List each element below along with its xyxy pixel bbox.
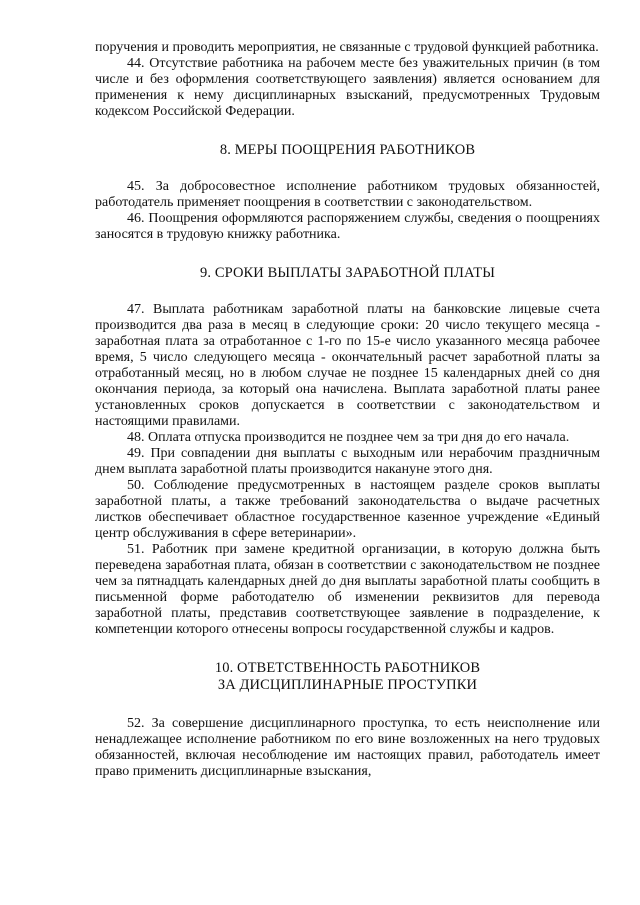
section-9-heading: 9. СРОКИ ВЫПЛАТЫ ЗАРАБОТНОЙ ПЛАТЫ	[200, 265, 495, 281]
section-10-heading-line-2: ЗА ДИСЦИПЛИНАРНЫЕ ПРОСТУПКИ	[217, 677, 478, 693]
section-8-heading: 8. МЕРЫ ПООЩРЕНИЯ РАБОТНИКОВ	[219, 142, 476, 158]
section-10-heading-line-1: 10. ОТВЕТСТВЕННОСТЬ РАБОТНИКОВ	[214, 660, 481, 676]
paragraph-45: 45. За добросовестное исполнение работником трудовых обязанностей, работодатель применяет поощрения в соответствии с законодательством.	[95, 179, 600, 210]
paragraph-48: 48. Оплата отпуска производится не позднее чем за три дня до его начала.	[127, 430, 570, 445]
paragraph-49: 49. При совпадении дня выплаты с выходным или нерабочим праздничным днем выплата заработной платы производится накануне этого дня.	[95, 446, 600, 477]
paragraph-47: 47. Выплата работникам заработной платы на банковские лицевые счета производится два раза в месяц в следующие сроки: 20 число текущего месяца - заработная плата за отработанное с 1-го по 15-е число указанного месяца рабочее время, 5 число следующего месяца - окончательный расчет заработной платы за отработанный месяц, но в любом случае не позднее 15 календарных дней со дня окончания периода, за который она начислена. Выплата заработной платы ранее установленных сроков допускается в соответствии с законодательством и настоящими правилами.	[95, 302, 600, 429]
paragraph-46: 46. Поощрения оформляются распоряжением службы, сведения о поощрениях заносятся в трудовую книжку работника.	[95, 211, 600, 242]
paragraph-43-continuation: поручения и проводить мероприятия, не связанные с трудовой функцией работника.	[95, 40, 599, 55]
section-10-heading	[95, 660, 600, 694]
paragraph-44: 44. Отсутствие работника на рабочем месте без уважительных причин (в том числе и без оформления соответствующего заявления) является основанием для применения к нему дисциплинарных взысканий, предусмотренных Трудовым кодексом Российской Федерации.	[95, 56, 600, 119]
paragraph-52: 52. За совершение дисциплинарного проступка, то есть неисполнение или ненадлежащее исполнение работником по его вине возложенных на него трудовых обязанностей, включая несоблюдение им настоящих правил, работодатель имеет право применить дисциплинарные взыскания,	[95, 716, 600, 779]
document-page	[95, 40, 600, 780]
paragraph-50: 50. Соблюдение предусмотренных в настоящем разделе сроков выплаты заработной платы, а также требований законодательства о выдаче расчетных листков обеспечивает областное государственное казенное учреждение «Единый центр обслуживания в сфере ветеринарии».	[95, 478, 600, 541]
paragraph-51: 51. Работник при замене кредитной организации, в которую должна быть переведена заработная плата, обязан в соответствии с законодательством не позднее чем за пятнадцать календарных дней до дня выплаты заработной платы сообщить в письменной форме работодателю об изменении реквизитов для перевода заработной платы, представив соответствующее заявление в подразделение, к компетенции которого отнесены вопросы государственной службы и кадров.	[95, 542, 600, 637]
